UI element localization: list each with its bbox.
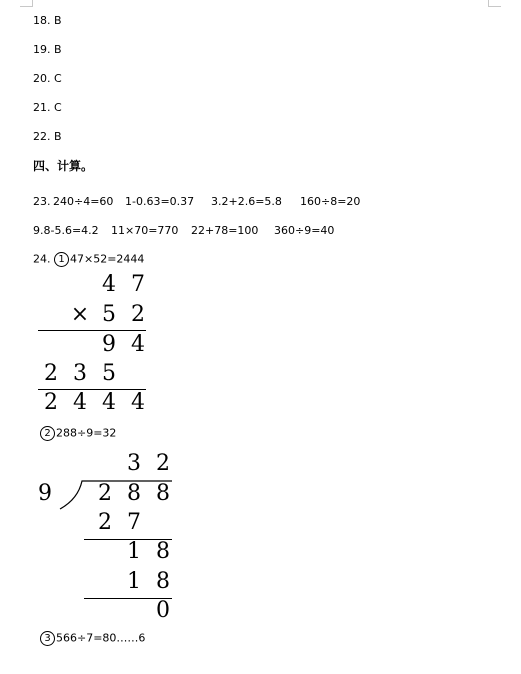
- circled-number-1: 1: [54, 252, 69, 267]
- answer-19: [33, 43, 62, 56]
- answer-value: B: [54, 14, 62, 27]
- digit: 1: [127, 539, 141, 564]
- digit: 3: [127, 451, 141, 476]
- divisor: 9: [38, 481, 52, 506]
- circled-number-2: 2: [40, 426, 55, 441]
- q24-part2-equation: [40, 426, 116, 441]
- answer-21: [33, 101, 62, 114]
- digit: 7: [127, 510, 141, 535]
- answer-value: C: [54, 72, 62, 85]
- question-number: 24.: [33, 252, 51, 266]
- calc-item: 160÷8=20: [300, 195, 361, 208]
- equation: 288÷9=32: [56, 426, 117, 440]
- digit: 4: [102, 390, 116, 415]
- digit: 2: [44, 390, 58, 415]
- answer-value: C: [54, 101, 62, 114]
- question-number: 21.: [33, 101, 51, 114]
- digit: 2: [98, 481, 112, 506]
- digit: 1: [127, 569, 141, 594]
- crop-mark-right: [488, 0, 501, 7]
- digit: 5: [102, 361, 116, 386]
- question-number: 22.: [33, 130, 51, 143]
- q23-row-2: [33, 224, 334, 237]
- question-number: 23.: [33, 195, 51, 208]
- calc-item: 11×70=770: [111, 224, 179, 237]
- equation: 566÷7=80……6: [56, 631, 146, 645]
- calc-item: 1-0.63=0.37: [125, 195, 195, 208]
- digit: 7: [131, 272, 145, 297]
- question-number: 20.: [33, 72, 51, 85]
- answer-22: [33, 130, 62, 143]
- digit: 8: [156, 481, 170, 506]
- digit: 8: [156, 569, 170, 594]
- digit: 4: [131, 332, 145, 357]
- digit: 2: [131, 302, 145, 327]
- digit: 3: [73, 361, 87, 386]
- calc-item: 9.8-5.6=4.2: [33, 224, 99, 237]
- digit: 8: [127, 481, 141, 506]
- equation: 47×52=2444: [70, 252, 145, 266]
- section-heading: 四、计算。: [33, 159, 94, 173]
- answer-value: B: [54, 130, 62, 143]
- digit: 4: [73, 390, 87, 415]
- digit: 4: [102, 272, 116, 297]
- multiplication-rule-1: [38, 330, 146, 331]
- digit: 4: [131, 390, 145, 415]
- remainder: 0: [156, 598, 170, 623]
- digit: 5: [102, 302, 116, 327]
- calc-item: 22+78=100: [191, 224, 259, 237]
- digit: 2: [156, 451, 170, 476]
- circled-number-3: 3: [40, 631, 55, 646]
- answer-18: [33, 14, 62, 27]
- q24-part1-equation: [33, 252, 144, 267]
- digit: 2: [44, 361, 58, 386]
- calc-item: 240÷4=60: [53, 195, 114, 208]
- crop-mark-left: [20, 0, 33, 7]
- digit: 8: [156, 539, 170, 564]
- q24-part3-equation: [40, 631, 145, 646]
- digit: 9: [102, 332, 116, 357]
- answer-20: [33, 72, 62, 85]
- digit: 2: [98, 510, 112, 535]
- question-number: 18.: [33, 14, 51, 27]
- calc-item: 3.2+2.6=5.8: [211, 195, 282, 208]
- answer-value: B: [54, 43, 62, 56]
- q23-row-1: [33, 195, 360, 208]
- calc-item: 360÷9=40: [274, 224, 335, 237]
- question-number: 19.: [33, 43, 51, 56]
- times-sign: ×: [70, 302, 90, 327]
